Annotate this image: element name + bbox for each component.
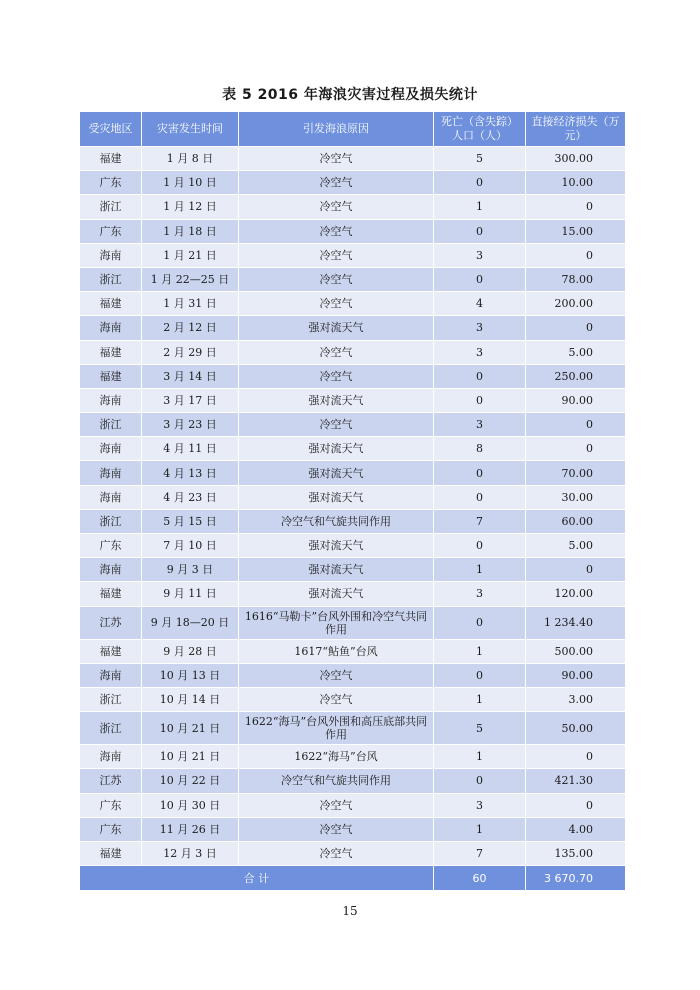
cell-region: 福建 <box>80 639 142 663</box>
cell-loss: 70.00 <box>526 461 626 485</box>
cell-time: 10 月 21 日 <box>142 712 239 745</box>
cell-time: 2 月 12 日 <box>142 316 239 340</box>
cell-region: 浙江 <box>80 195 142 219</box>
table-row <box>80 461 626 485</box>
cell-loss: 10.00 <box>526 171 626 195</box>
cell-time: 1 月 10 日 <box>142 171 239 195</box>
cell-time: 1 月 8 日 <box>142 147 239 171</box>
cell-loss: 135.00 <box>526 841 626 865</box>
table-row <box>80 292 626 316</box>
table-row <box>80 364 626 388</box>
cell-time: 10 月 22 日 <box>142 769 239 793</box>
table-row <box>80 147 626 171</box>
total-label: 合 计 <box>80 866 434 891</box>
header-region: 受灾地区 <box>80 112 142 147</box>
cell-deaths: 0 <box>434 663 526 687</box>
cell-region: 广东 <box>80 219 142 243</box>
cell-region: 广东 <box>80 793 142 817</box>
cell-region: 福建 <box>80 147 142 171</box>
cell-time: 10 月 14 日 <box>142 687 239 711</box>
cell-deaths: 5 <box>434 147 526 171</box>
cell-cause: 冷空气 <box>239 171 434 195</box>
cell-region: 海南 <box>80 388 142 412</box>
cell-time: 10 月 30 日 <box>142 793 239 817</box>
cell-time: 4 月 23 日 <box>142 485 239 509</box>
cell-time: 1 月 18 日 <box>142 219 239 243</box>
cell-region: 广东 <box>80 171 142 195</box>
cell-deaths: 3 <box>434 243 526 267</box>
cell-time: 12 月 3 日 <box>142 841 239 865</box>
wave-disaster-table <box>79 111 626 891</box>
cell-loss: 90.00 <box>526 663 626 687</box>
cell-deaths: 3 <box>434 316 526 340</box>
table-row <box>80 769 626 793</box>
cell-time: 4 月 11 日 <box>142 437 239 461</box>
total-loss: 3 670.70 <box>526 866 626 891</box>
cell-time: 3 月 17 日 <box>142 388 239 412</box>
cell-deaths: 3 <box>434 340 526 364</box>
cell-deaths: 0 <box>434 534 526 558</box>
cell-time: 9 月 18—20 日 <box>142 606 239 639</box>
cell-loss: 300.00 <box>526 147 626 171</box>
cell-cause: 1617“鲇鱼”台风 <box>239 639 434 663</box>
cell-cause: 冷空气 <box>239 413 434 437</box>
cell-cause: 强对流天气 <box>239 316 434 340</box>
cell-time: 1 月 31 日 <box>142 292 239 316</box>
header-cause: 引发海浪原因 <box>239 112 434 147</box>
cell-region: 浙江 <box>80 267 142 291</box>
table-row <box>80 437 626 461</box>
cell-loss: 15.00 <box>526 219 626 243</box>
cell-loss: 90.00 <box>526 388 626 412</box>
cell-cause: 冷空气 <box>239 663 434 687</box>
table-row <box>80 793 626 817</box>
cell-deaths: 1 <box>434 687 526 711</box>
table-row <box>80 582 626 606</box>
table-row <box>80 509 626 533</box>
cell-region: 江苏 <box>80 606 142 639</box>
cell-cause: 强对流天气 <box>239 388 434 412</box>
cell-region: 广东 <box>80 534 142 558</box>
cell-region: 海南 <box>80 558 142 582</box>
table-row <box>80 745 626 769</box>
cell-cause: 冷空气 <box>239 195 434 219</box>
cell-time: 10 月 21 日 <box>142 745 239 769</box>
cell-loss: 60.00 <box>526 509 626 533</box>
cell-deaths: 1 <box>434 195 526 219</box>
cell-region: 广东 <box>80 817 142 841</box>
cell-cause: 冷空气 <box>239 292 434 316</box>
cell-region: 海南 <box>80 485 142 509</box>
cell-region: 江苏 <box>80 769 142 793</box>
cell-loss: 120.00 <box>526 582 626 606</box>
cell-time: 1 月 22—25 日 <box>142 267 239 291</box>
table-row <box>80 606 626 639</box>
cell-loss: 0 <box>526 558 626 582</box>
cell-loss: 0 <box>526 413 626 437</box>
cell-region: 海南 <box>80 461 142 485</box>
cell-time: 4 月 13 日 <box>142 461 239 485</box>
cell-deaths: 0 <box>434 769 526 793</box>
cell-deaths: 1 <box>434 745 526 769</box>
cell-deaths: 0 <box>434 485 526 509</box>
cell-cause: 强对流天气 <box>239 461 434 485</box>
header-loss: 直接经济损失（万元） <box>526 112 626 147</box>
table-row <box>80 171 626 195</box>
cell-cause: 冷空气 <box>239 219 434 243</box>
cell-region: 福建 <box>80 841 142 865</box>
cell-region: 浙江 <box>80 712 142 745</box>
table-row <box>80 639 626 663</box>
cell-region: 福建 <box>80 340 142 364</box>
cell-region: 浙江 <box>80 687 142 711</box>
table-row <box>80 219 626 243</box>
cell-deaths: 1 <box>434 817 526 841</box>
cell-region: 浙江 <box>80 413 142 437</box>
table-row <box>80 243 626 267</box>
cell-cause: 强对流天气 <box>239 485 434 509</box>
table-row <box>80 687 626 711</box>
cell-cause: 强对流天气 <box>239 558 434 582</box>
total-row <box>80 866 626 891</box>
cell-cause: 1616“马勒卡”台风外围和冷空气共同作用 <box>239 606 434 639</box>
cell-deaths: 0 <box>434 606 526 639</box>
cell-deaths: 0 <box>434 267 526 291</box>
cell-loss: 30.00 <box>526 485 626 509</box>
total-deaths: 60 <box>434 866 526 891</box>
cell-deaths: 1 <box>434 639 526 663</box>
cell-loss: 250.00 <box>526 364 626 388</box>
table-row <box>80 340 626 364</box>
cell-time: 9 月 3 日 <box>142 558 239 582</box>
cell-time: 10 月 13 日 <box>142 663 239 687</box>
header-time: 灾害发生时间 <box>142 112 239 147</box>
table-row <box>80 195 626 219</box>
cell-cause: 冷空气 <box>239 793 434 817</box>
cell-cause: 冷空气 <box>239 364 434 388</box>
cell-deaths: 3 <box>434 793 526 817</box>
cell-cause: 强对流天气 <box>239 437 434 461</box>
cell-cause: 1622“海马”台风 <box>239 745 434 769</box>
cell-time: 2 月 29 日 <box>142 340 239 364</box>
cell-deaths: 0 <box>434 171 526 195</box>
cell-time: 7 月 10 日 <box>142 534 239 558</box>
cell-deaths: 3 <box>434 413 526 437</box>
cell-time: 3 月 14 日 <box>142 364 239 388</box>
cell-region: 海南 <box>80 437 142 461</box>
cell-time: 1 月 12 日 <box>142 195 239 219</box>
table-body <box>80 147 626 866</box>
cell-deaths: 0 <box>434 388 526 412</box>
cell-time: 3 月 23 日 <box>142 413 239 437</box>
table-row <box>80 817 626 841</box>
table-row <box>80 712 626 745</box>
cell-cause: 冷空气 <box>239 147 434 171</box>
cell-cause: 冷空气 <box>239 243 434 267</box>
cell-loss: 3.00 <box>526 687 626 711</box>
cell-loss: 78.00 <box>526 267 626 291</box>
page-number: 15 <box>342 904 358 918</box>
header-deaths: 死亡（含失踪）人口（人） <box>434 112 526 147</box>
header-row <box>80 112 626 147</box>
table-row <box>80 534 626 558</box>
cell-region: 福建 <box>80 582 142 606</box>
table-title: 表 5 2016 年海浪灾害过程及损失统计 <box>222 87 478 103</box>
table-row <box>80 316 626 340</box>
cell-deaths: 7 <box>434 509 526 533</box>
table-row <box>80 413 626 437</box>
cell-region: 福建 <box>80 364 142 388</box>
cell-cause: 强对流天气 <box>239 534 434 558</box>
cell-cause: 冷空气 <box>239 817 434 841</box>
cell-deaths: 4 <box>434 292 526 316</box>
cell-loss: 0 <box>526 793 626 817</box>
cell-cause: 冷空气 <box>239 687 434 711</box>
cell-loss: 421.30 <box>526 769 626 793</box>
cell-loss: 0 <box>526 195 626 219</box>
cell-loss: 0 <box>526 745 626 769</box>
cell-cause: 强对流天气 <box>239 582 434 606</box>
cell-cause: 冷空气和气旋共同作用 <box>239 769 434 793</box>
table-row <box>80 388 626 412</box>
cell-deaths: 1 <box>434 558 526 582</box>
table-row <box>80 267 626 291</box>
cell-time: 9 月 11 日 <box>142 582 239 606</box>
cell-deaths: 5 <box>434 712 526 745</box>
table-row <box>80 558 626 582</box>
cell-time: 5 月 15 日 <box>142 509 239 533</box>
cell-loss: 1 234.40 <box>526 606 626 639</box>
cell-cause: 冷空气 <box>239 340 434 364</box>
cell-region: 福建 <box>80 292 142 316</box>
table-row <box>80 485 626 509</box>
cell-loss: 0 <box>526 437 626 461</box>
cell-loss: 50.00 <box>526 712 626 745</box>
cell-cause: 冷空气 <box>239 267 434 291</box>
cell-deaths: 0 <box>434 461 526 485</box>
cell-loss: 4.00 <box>526 817 626 841</box>
cell-deaths: 3 <box>434 582 526 606</box>
cell-region: 海南 <box>80 663 142 687</box>
cell-cause: 冷空气和气旋共同作用 <box>239 509 434 533</box>
cell-cause: 1622“海马”台风外围和高压底部共同作用 <box>239 712 434 745</box>
cell-deaths: 7 <box>434 841 526 865</box>
table-row <box>80 663 626 687</box>
cell-loss: 5.00 <box>526 340 626 364</box>
cell-time: 9 月 28 日 <box>142 639 239 663</box>
cell-loss: 5.00 <box>526 534 626 558</box>
cell-region: 海南 <box>80 316 142 340</box>
cell-loss: 0 <box>526 243 626 267</box>
cell-deaths: 0 <box>434 219 526 243</box>
cell-deaths: 8 <box>434 437 526 461</box>
cell-region: 海南 <box>80 745 142 769</box>
cell-loss: 500.00 <box>526 639 626 663</box>
table-row <box>80 841 626 865</box>
cell-region: 海南 <box>80 243 142 267</box>
cell-cause: 冷空气 <box>239 841 434 865</box>
cell-time: 11 月 26 日 <box>142 817 239 841</box>
cell-deaths: 0 <box>434 364 526 388</box>
cell-region: 浙江 <box>80 509 142 533</box>
cell-time: 1 月 21 日 <box>142 243 239 267</box>
cell-loss: 0 <box>526 316 626 340</box>
cell-loss: 200.00 <box>526 292 626 316</box>
